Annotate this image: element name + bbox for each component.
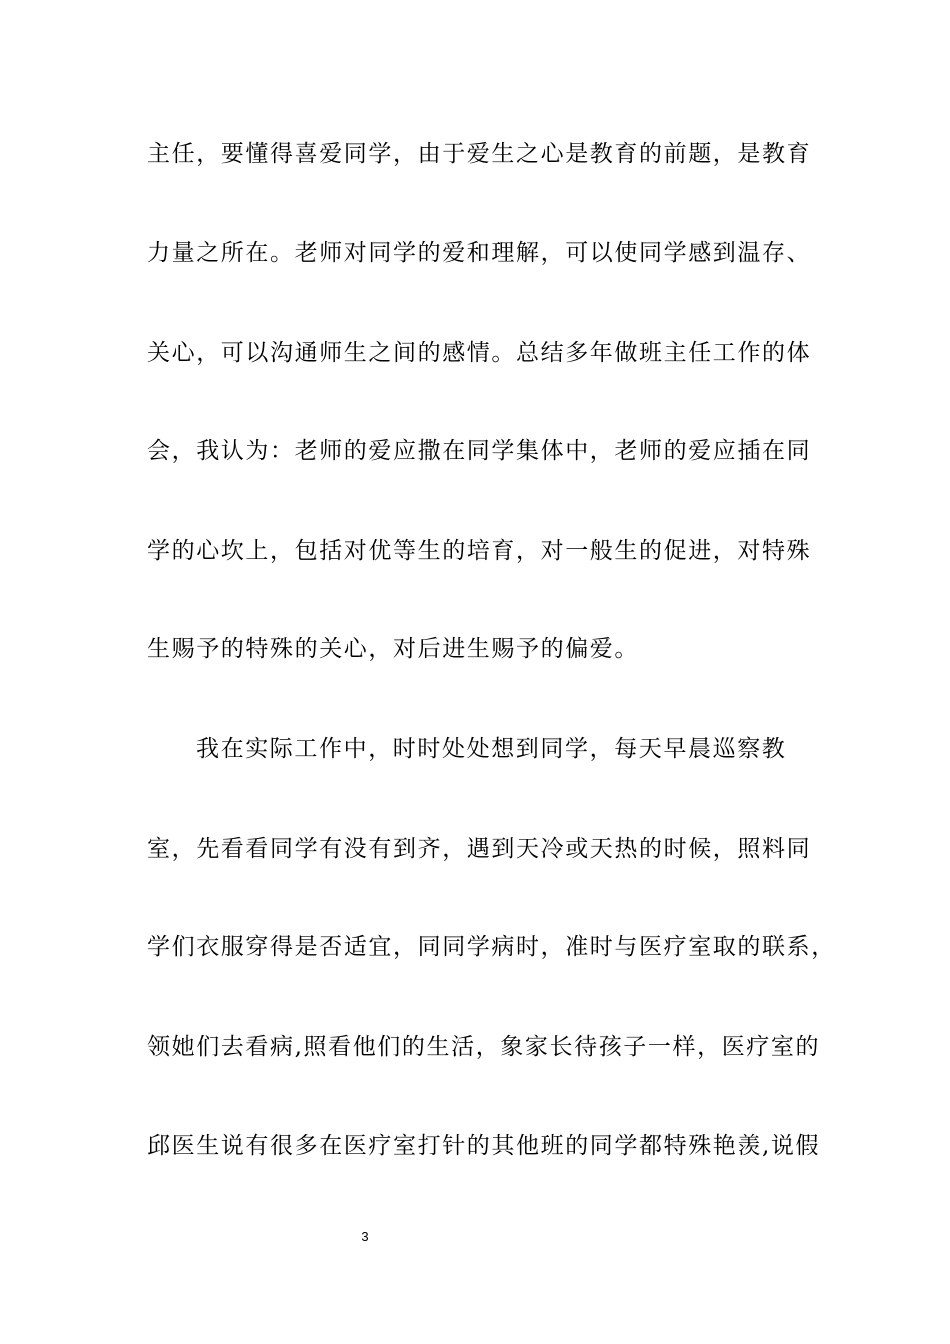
paragraph-line: 力量之所在。老师对同学的爱和理解，可以使同学感到温存、 [147, 240, 812, 266]
paragraph-line: 领她们去看病,照看他们的生活，象家长待孩子一样，医疗室的 [147, 1034, 821, 1060]
paragraph-line: 学的心坎上，包括对优等生的培育，对一般生的促进，对特殊 [147, 538, 812, 564]
paragraph-line: 邱医生说有很多在医疗室打针的其他班的同学都特殊艳羡,说假 [147, 1133, 821, 1159]
paragraph-line: 生赐予的特殊的关心，对后进生赐予的偏爱。 [147, 636, 639, 662]
paragraph-first-line: 我在实际工作中，时时处处想到同学，每天早晨巡察教 [196, 736, 787, 762]
paragraph-line: 关心，可以沟通师生之间的感情。总结多年做班主任工作的体 [147, 340, 812, 366]
page-number: 3 [361, 1229, 369, 1244]
paragraph-line: 主任，要懂得喜爱同学，由于爱生之心是教育的前题，是教育 [147, 141, 812, 167]
paragraph-line: 学们衣服穿得是否适宜，同同学病时，准时与医疗室取的联系， [147, 934, 836, 960]
paragraph-line: 会，我认为：老师的爱应撒在同学集体中，老师的爱应插在同 [147, 438, 812, 464]
paragraph-line: 室，先看看同学有没有到齐，遇到天冷或天热的时候，照料同 [147, 836, 812, 862]
